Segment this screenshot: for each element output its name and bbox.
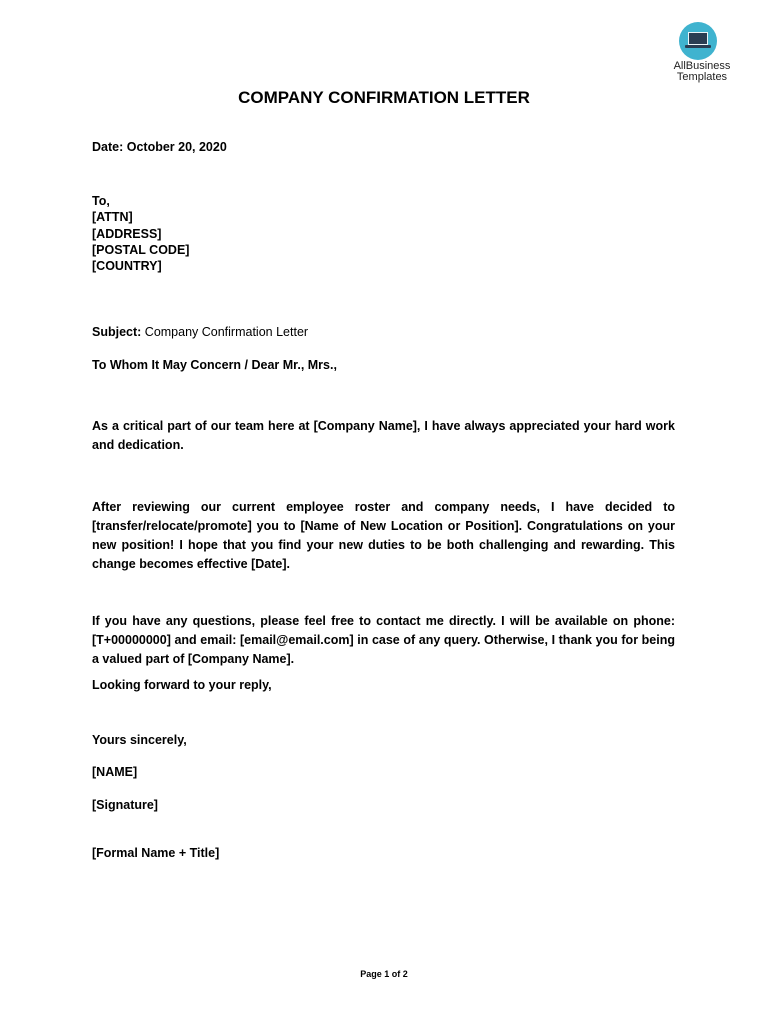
allbusiness-templates-logo	[664, 18, 740, 88]
address-address: [ADDRESS]	[92, 227, 162, 241]
closing-name: [NAME]	[92, 765, 138, 779]
address-postal-code: [POSTAL CODE]	[92, 243, 190, 257]
salutation: To Whom It May Concern / Dear Mr., Mrs.,	[92, 358, 337, 372]
closing-forward: Looking forward to your reply,	[92, 678, 272, 692]
logo-text	[664, 61, 740, 83]
paragraph-3: If you have any questions, please feel free to contact me directly. I will be available on phone: [T+00000000] and email: [email@email.com] in case of any query. Otherwise, I thank you for being a valued part of [Company Name].	[92, 614, 675, 666]
paragraph-1: As a critical part of our team here at [Company Name], I have always appreciated your hard work and dedication.	[92, 419, 675, 452]
closing-sincerely: Yours sincerely,	[92, 733, 187, 747]
subject-text: Company Confirmation Letter	[141, 325, 309, 339]
logo-line-1: AllBusiness	[673, 60, 731, 72]
closing-formal-name: [Formal Name + Title]	[92, 846, 220, 860]
address-to: To,	[92, 194, 110, 208]
subject-label: Subject:	[92, 325, 142, 339]
closing-signature: [Signature]	[92, 798, 158, 812]
laptop-screen	[688, 32, 708, 45]
laptop-icon	[679, 22, 717, 60]
subject-line	[92, 324, 308, 340]
address-attn: [ATTN]	[92, 210, 133, 224]
document-title: COMPANY CONFIRMATION LETTER	[238, 88, 530, 107]
date-line: Date: October 20, 2020	[92, 140, 227, 154]
logo-line-2: Templates	[676, 71, 728, 83]
laptop-base	[685, 45, 711, 48]
paragraph-2: After reviewing our current employee roster and company needs, I have decided to [transfer/relocate/promote] you to [Name of New Location or Position]. Congratulations on your new position! I hope that you find your new duties to be both challenging and rewarding. This change becomes effective [Date].	[92, 500, 675, 571]
page-number: Page 1 of 2	[360, 969, 408, 979]
address-country: [COUNTRY]	[92, 259, 162, 273]
